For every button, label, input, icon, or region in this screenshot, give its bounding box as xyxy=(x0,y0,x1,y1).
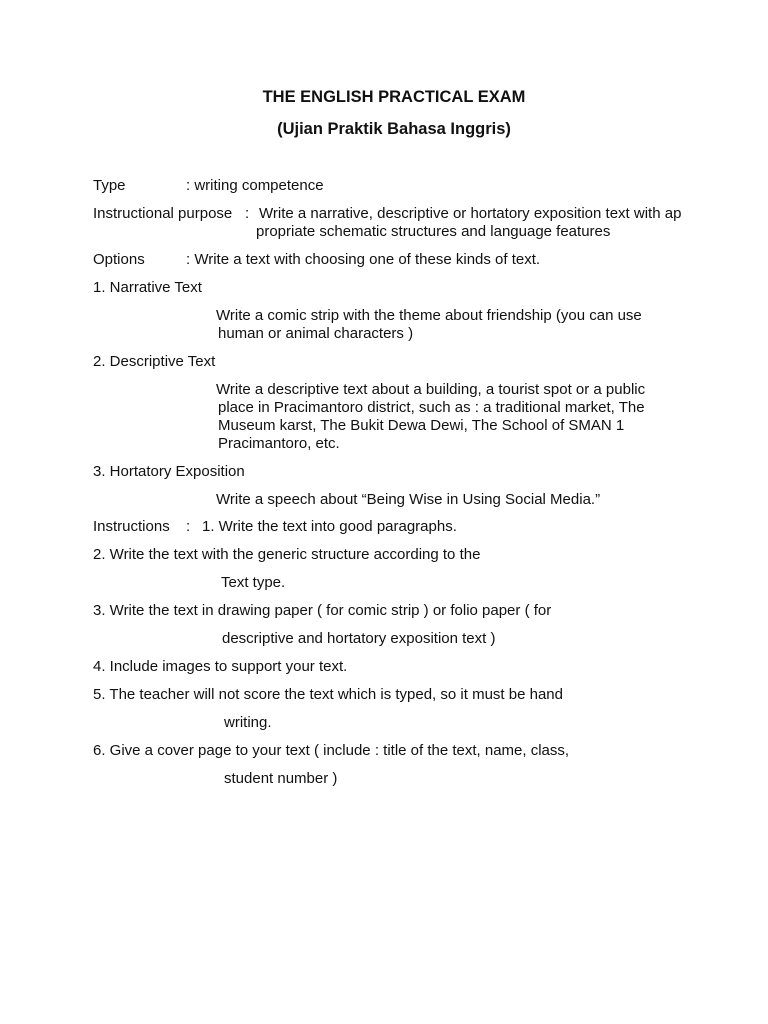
instruction-item-6-line-1: 6. Give a cover page to your text ( include : title of the text, name, class, xyxy=(93,742,570,759)
descriptive-text-line-3: Museum karst, The Bukit Dewa Dewi, The School of SMAN 1 xyxy=(218,417,625,434)
hortatory-text-line-1: Write a speech about “Being Wise in Using Social Media.” xyxy=(216,491,601,508)
purpose-separator: : xyxy=(245,205,250,222)
instruction-item-5-line-2: writing. xyxy=(224,714,272,731)
descriptive-text-line-4: Pracimantoro, etc. xyxy=(218,435,340,452)
instruction-item-2-line-1: 2. Write the text with the generic structure according to the xyxy=(93,546,481,563)
purpose-text-line-2: propriate schematic structures and language features xyxy=(256,223,611,240)
instruction-item-3-line-2: descriptive and hortatory exposition text ) xyxy=(222,630,496,647)
hortatory-heading: 3. Hortatory Exposition xyxy=(93,463,245,480)
options-label: Options xyxy=(93,251,145,268)
instruction-item-1: 1. Write the text into good paragraphs. xyxy=(202,518,457,535)
page-subtitle: (Ujian Praktik Bahasa Inggris) xyxy=(277,120,511,138)
options-value: : Write a text with choosing one of these kinds of text. xyxy=(186,251,541,268)
instruction-item-6-line-2: student number ) xyxy=(224,770,338,787)
instruction-item-2-line-2: Text type. xyxy=(221,574,286,591)
descriptive-heading: 2. Descriptive Text xyxy=(93,353,216,370)
instruction-item-4: 4. Include images to support your text. xyxy=(93,658,348,675)
instruction-item-3-line-1: 3. Write the text in drawing paper ( for comic strip ) or folio paper ( for xyxy=(93,602,552,619)
type-value: : writing competence xyxy=(186,177,324,194)
page-title: THE ENGLISH PRACTICAL EXAM xyxy=(262,88,526,106)
narrative-heading: 1. Narrative Text xyxy=(93,279,202,296)
instructions-label: Instructions xyxy=(93,518,170,535)
type-label: Type xyxy=(93,177,126,194)
instruction-item-5-line-1: 5. The teacher will not score the text which is typed, so it must be hand xyxy=(93,686,563,703)
narrative-text-line-2: human or animal characters ) xyxy=(218,325,414,342)
instructions-separator: : xyxy=(186,518,191,535)
narrative-text-line-1: Write a comic strip with the theme about friendship (you can use xyxy=(216,307,642,324)
descriptive-text-line-2: place in Pracimantoro district, such as : a traditional market, The xyxy=(218,399,645,416)
purpose-text-line-1: Write a narrative, descriptive or hortatory exposition text with ap xyxy=(259,205,682,222)
descriptive-text-line-1: Write a descriptive text about a building, a tourist spot or a public xyxy=(216,381,646,398)
purpose-label: Instructional purpose xyxy=(93,205,233,222)
